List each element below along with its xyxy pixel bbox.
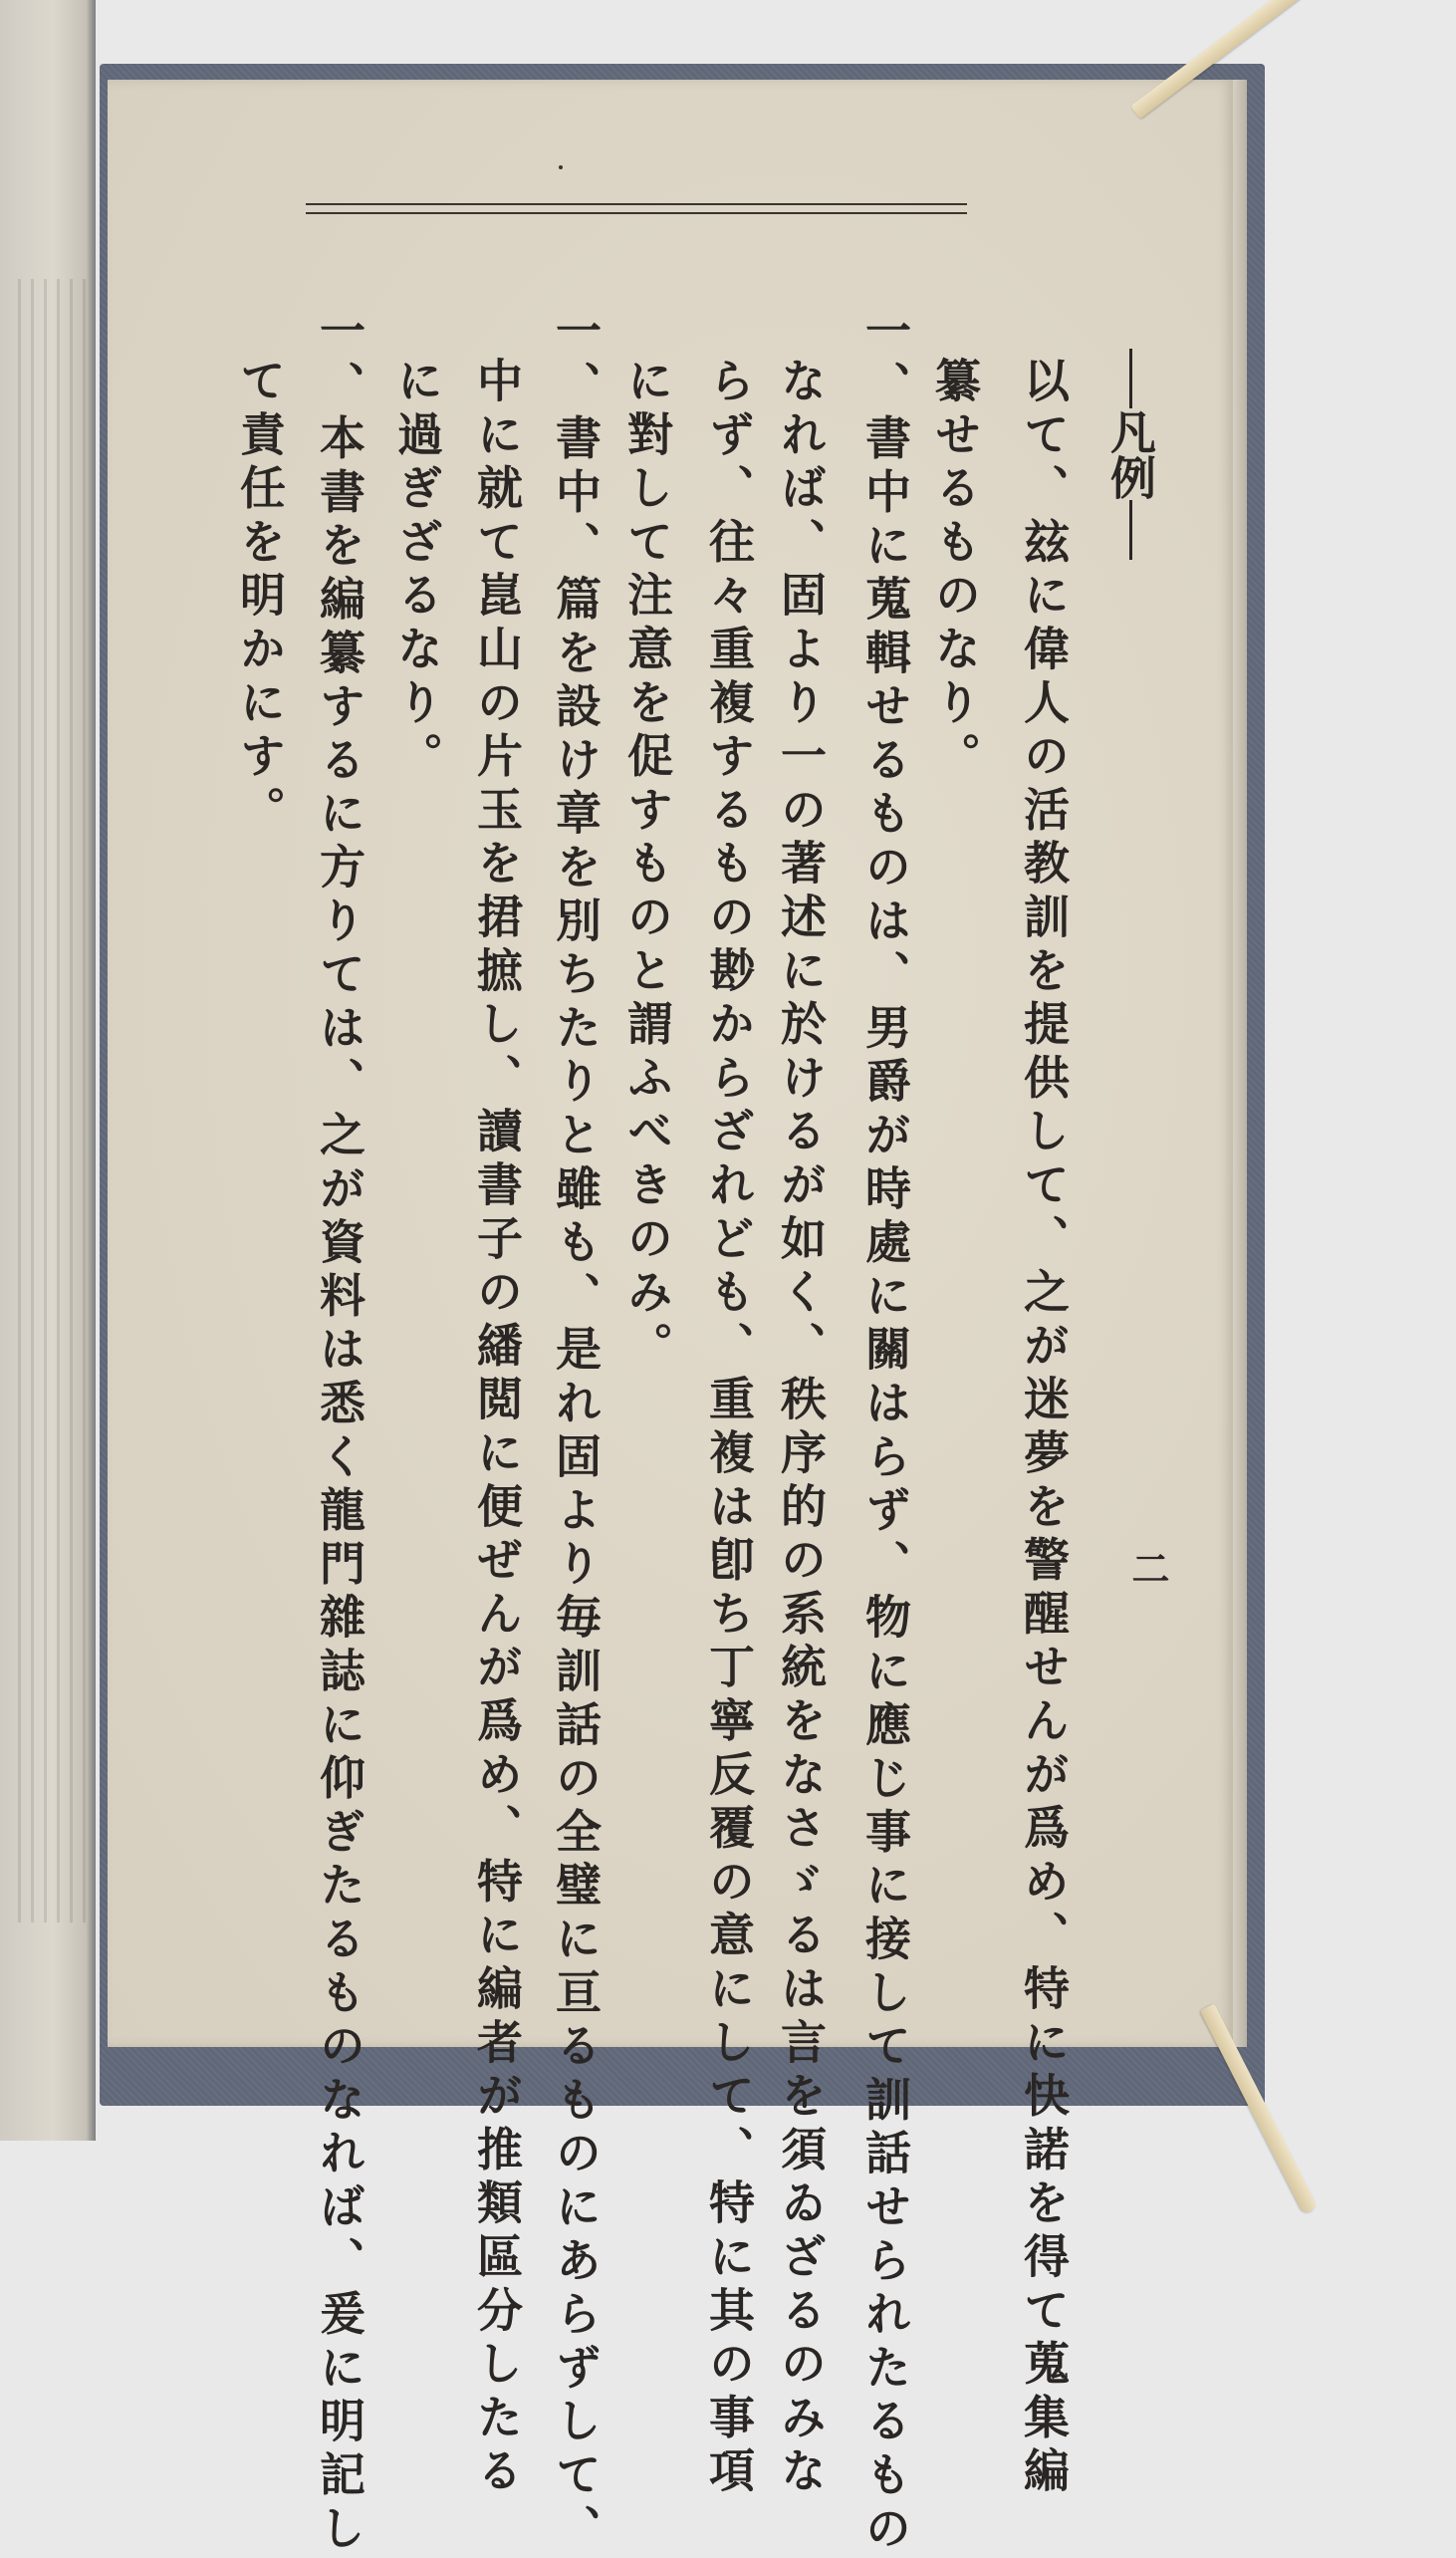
- heading-left-dash: [1129, 349, 1132, 408]
- text-column-9: に過ぎざるなり。: [390, 357, 444, 786]
- text-column-8: 中に就て崑山の片玉を捃摭し、讀書子の繙閲に便ぜんが爲め、特に編者が推類區分したる: [470, 357, 524, 2500]
- text-column-5: らず、往々重複するもの尠からざれども、重複は卽ち丁寧反覆の意にして、特に其の事項: [702, 357, 756, 2500]
- text-column-3: 一、書中に蒐輯せるものは、男爵が時處に關はらず、物に應じ事に接して訓話せられたるもの: [858, 307, 912, 2558]
- text-column-10: 一、本書を編纂するに方りては、之が資料は悉く龍門雜誌に仰ぎたるものなれば、爰に明記し: [313, 307, 366, 2558]
- heading-right-dash: [1129, 500, 1132, 560]
- text-column-7: 一、書中、篇を設け章を別ちたりと雖も、是れ固より毎訓話の全璧に亘るものにあらずして、: [549, 307, 603, 2558]
- top-double-rule-lower: [306, 212, 967, 214]
- left-page-edge: [0, 0, 96, 2141]
- top-double-rule: [306, 203, 967, 205]
- text-column-11: て責任を明かにす。: [233, 357, 287, 840]
- heading-text: 凡例: [1103, 408, 1157, 500]
- page-edge: [1233, 80, 1247, 2047]
- ink-dot: [559, 165, 563, 169]
- text-column-2: 纂せるものなり。: [928, 357, 982, 786]
- left-page-text-bleed: [18, 279, 88, 1922]
- section-heading: [1103, 349, 1157, 560]
- text-column-4: なれば、固より一の著述に於けるが如く、秩序的の系統をなさゞるは言を須ゐざるのみな: [774, 357, 828, 2500]
- text-column-1: 以て、玆に偉人の活教訓を提供して、之が迷夢を警醒せんが爲め、特に快諾を得て蒐集編: [1017, 357, 1071, 2500]
- page-number: 二: [1125, 1549, 1170, 1587]
- text-column-6: に對して注意を促すものと謂ふべきのみ。: [620, 357, 674, 1376]
